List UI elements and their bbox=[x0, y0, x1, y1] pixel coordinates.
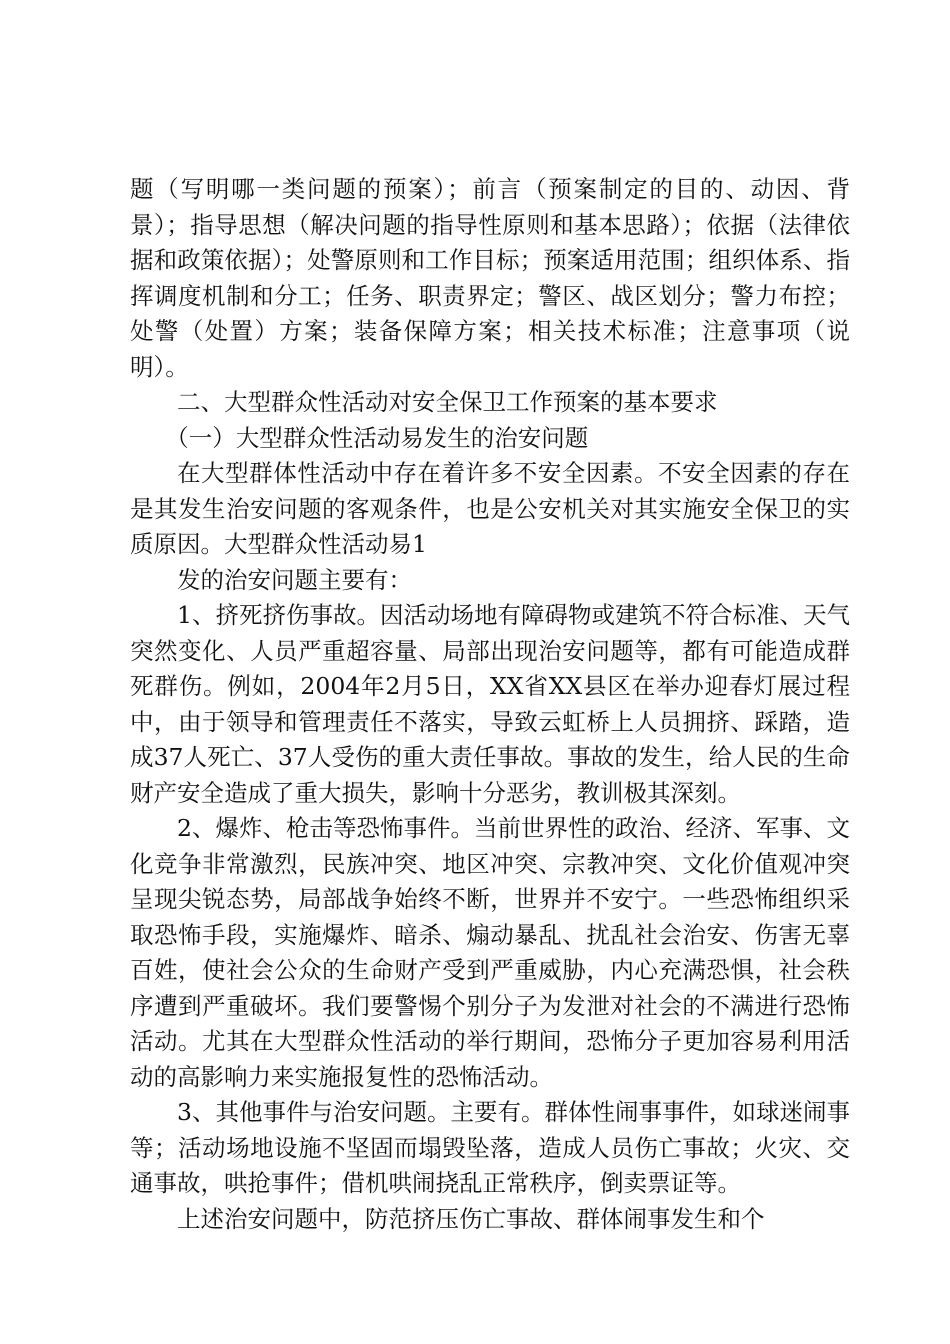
document-body bbox=[130, 172, 850, 1237]
paragraph-item-3-other: 3、其他事件与治安问题。主要有。群体性闹事事件，如球迷闹事等；活动场地设施不坚固而塌毁坠落，造成人员伤亡事故；火灾、交通事故，哄抢事件；借机哄闹挠乱正常秩序，倒卖票证等。 bbox=[130, 1098, 850, 1197]
paragraph-problems-intro: 发的治安问题主要有： bbox=[177, 565, 412, 594]
paragraph-summary: 上述治安问题中，防范挤压伤亡事故、群体闹事发生和个 bbox=[177, 1204, 765, 1233]
section-heading-2: 二、大型群众性活动对安全保卫工作预案的基本要求 bbox=[177, 388, 718, 416]
subsection-heading-1: （一）大型群众性活动易发生的治安问题 bbox=[165, 423, 589, 452]
paragraph-preface-contents: 题（写明哪一类问题的预案）；前言（预案制定的目的、动因、背景）；指导思想（解决问题的指导性原则和基本思路）；依据（法律依据和政策依据）；处警原则和工作目标；预案适用范围；组织体系、指挥调度机制和分工；任务、职责界定；警区、战区划分；警力布控；处警（处置）方案；装备保障方案；相关技术标准；注意事项（说明）。 bbox=[130, 175, 850, 381]
paragraph-item-2-terror: 2、爆炸、枪击等恐怖事件。当前世界性的政治、经济、军事、文化竞争非常激烈，民族冲突、地区冲突、宗教冲突、文化价值观冲突呈现尖锐态势，局部战争始终不断，世界并不安宁。一些恐怖组织采取恐怖手段，实施爆炸、暗杀、煽动暴乱、扰乱社会治安、伤害无辜百姓，使社会公众的生命财产受到严重威胁，内心充满恐惧，社会秩序遭到严重破坏。我们要警惕个别分子为发泄对社会的不满进行恐怖活动。尤其在大型群众性活动的举行期间，恐怖分子更加容易利用活动的高影响力来实施报复性的恐怖活动。 bbox=[130, 814, 850, 1091]
paragraph-unsafe-factors: 在大型群体性活动中存在着许多不安全因素。不安全因素的存在是其发生治安问题的客观条件，也是公安机关对其实施安全保卫的实质原因。大型群众性活动易1 bbox=[130, 459, 850, 558]
paragraph-item-1-crush: 1、挤死挤伤事故。因活动场地有障碍物或建筑不符合标准、天气突然变化、人员严重超容量、局部出现治安问题等，都有可能造成群死群伤。例如，2004年2月5日，XX省XX县区在举办迎春灯展过程中，由于领导和管理责任不落实，导致云虹桥上人员拥挤、踩踏，造成37人死亡、37人受伤的重大责任事故。事故的发生，给人民的生命财产安全造成了重大损失，影响十分恶劣，教训极其深刻。 bbox=[130, 601, 850, 807]
